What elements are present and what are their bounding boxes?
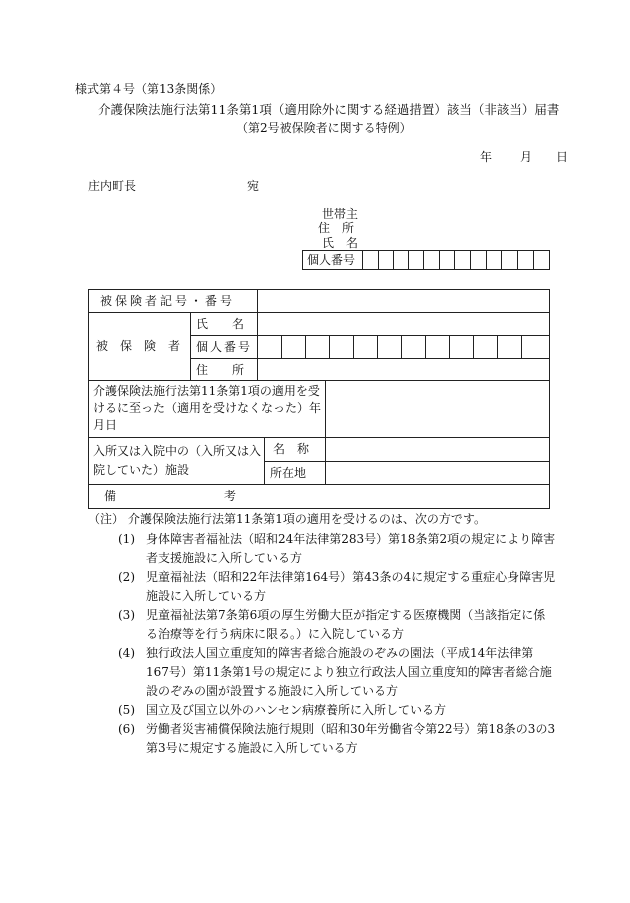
insured-person-label: 被 保 険 者 bbox=[96, 339, 181, 353]
note-text: 国立及び国立以外のハンセン病療養所に入所している方 bbox=[146, 703, 447, 717]
form-subtitle: （第2号被保険者に関する特例） bbox=[236, 121, 412, 135]
note-number: (6) bbox=[118, 722, 135, 736]
insured-number-label: 被保険者記号・番号 bbox=[100, 294, 236, 308]
note-number: (1) bbox=[118, 532, 135, 546]
date-year-label: 年 bbox=[480, 150, 493, 164]
insured-personal-number-label: 個人番号 bbox=[196, 340, 253, 354]
note-number: (3) bbox=[118, 608, 135, 622]
householder-name-label: 氏 名 bbox=[322, 236, 359, 250]
insured-name-label: 氏 名 bbox=[196, 317, 245, 331]
date-month-label: 月 bbox=[520, 150, 533, 164]
note-text: 児童福祉法（昭和22年法律第164号）第43条の4に規定する重症心身障害児施設に入所している方 bbox=[146, 570, 556, 603]
date-day-label: 日 bbox=[556, 150, 569, 164]
facility-label: 入所又は入院中の（入所又は入院していた）施設 bbox=[93, 444, 262, 477]
facility-location-label: 所在地 bbox=[270, 466, 307, 480]
remarks-field[interactable] bbox=[258, 485, 549, 508]
applied-date-field[interactable] bbox=[326, 381, 549, 436]
recipient-name: 庄内町長 bbox=[88, 179, 137, 193]
note-number: (5) bbox=[118, 703, 135, 717]
householder-personal-number-label: 個人番号 bbox=[307, 253, 356, 267]
note-number: (4) bbox=[118, 646, 135, 660]
notes-intro: 介護保険法施行法第11条第1項の適用を受けるのは、次の方です。 bbox=[128, 512, 486, 526]
recipient-suffix: 宛 bbox=[247, 179, 260, 193]
note-text: 身体障害者福祉法（昭和24年法律第283号）第18条第2項の規定により障害者支援施設に入所している方 bbox=[146, 532, 556, 565]
note-text: 独行政法人国立重度知的障害者総合施設のぞみの園法（平成14年法律第167号）第11条第1号の規定により独立行政法人国立重度知的障害者総合施設のぞみの園が設置する施設に入所している方 bbox=[146, 646, 552, 698]
note-number: (2) bbox=[118, 570, 135, 584]
facility-name-label: 名 称 bbox=[273, 442, 310, 456]
insured-number-field[interactable] bbox=[258, 290, 549, 311]
notes-prefix: （注） bbox=[88, 512, 125, 526]
facility-name-field[interactable] bbox=[326, 438, 549, 460]
householder-title: 世帯主 bbox=[322, 207, 359, 221]
applied-date-label: 介護保険法施行法第11条第1項の適用を受けるに至った（適用を受けなくなった）年月日 bbox=[93, 384, 322, 432]
insured-name-field[interactable] bbox=[258, 313, 549, 334]
insured-address-field[interactable] bbox=[258, 359, 549, 379]
note-text: 児童福祉法第7条第6項の厚生労働大臣が指定する医療機関（当該指定に係る治療等を行う病床に限る。）に入院している方 bbox=[146, 608, 546, 641]
facility-location-field[interactable] bbox=[326, 462, 549, 483]
remarks-label: 備 考 bbox=[104, 489, 237, 503]
note-text: 労働者災害補償保険法施行規則（昭和30年労働省令第22号）第18条の3の3第3号に規定する施設に入所している方 bbox=[146, 722, 556, 755]
insured-address-label: 住 所 bbox=[196, 363, 245, 377]
householder-address-label: 住 所 bbox=[318, 221, 355, 235]
form-title: 介護保険法施行法第11条第1項（適用除外に関する経過措置）該当（非該当）届書 bbox=[98, 102, 560, 117]
form-number: 様式第４号（第13条関係） bbox=[75, 82, 223, 96]
